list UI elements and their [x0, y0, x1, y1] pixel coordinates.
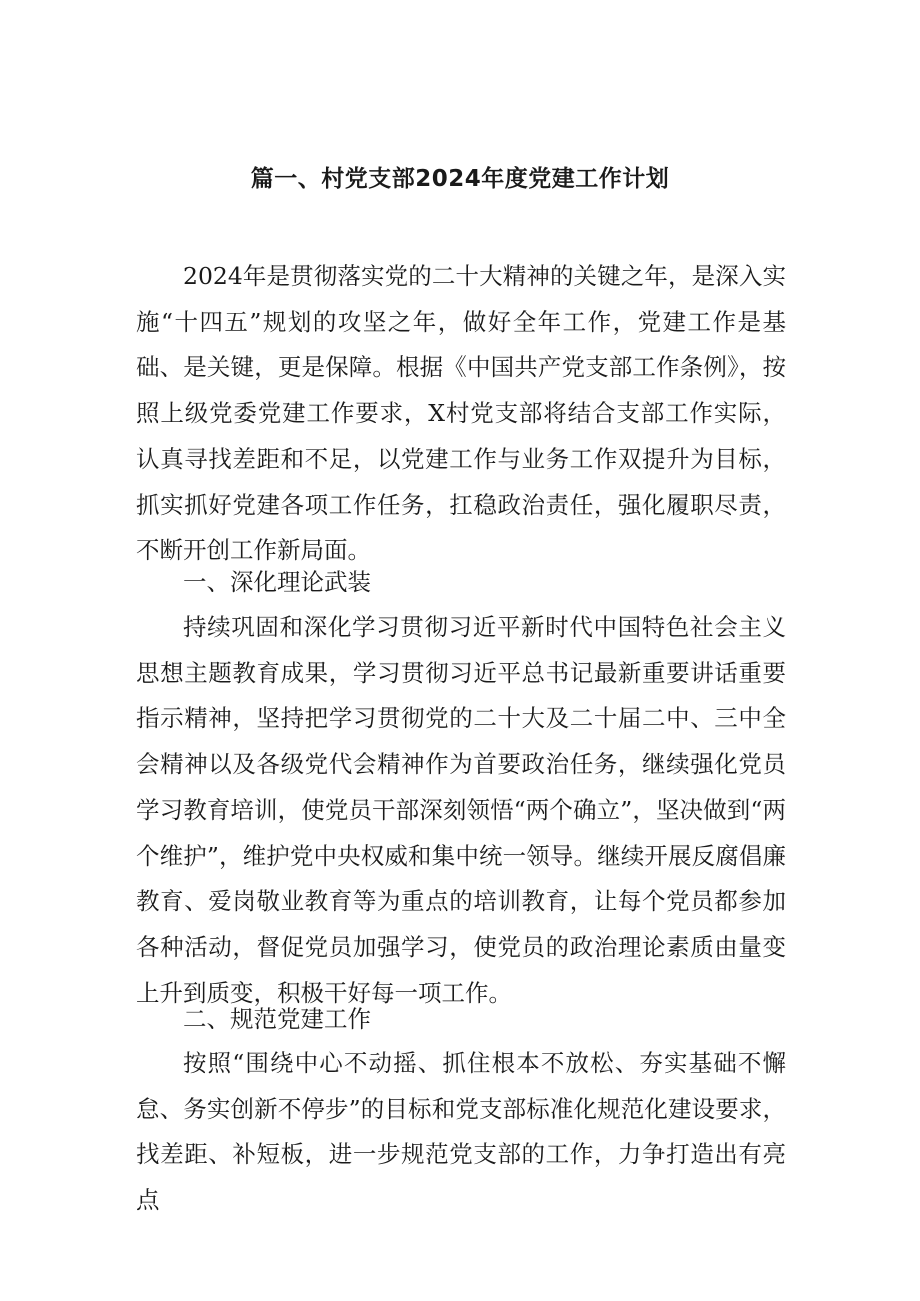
intro-paragraph: 2024年是贯彻落实党的二十大精神的关键之年，是深入实施“十四五”规划的攻坚之年，做好全年工作，党建工作是基础、是关键，更是保障。根据《中国共产党支部工作条例》，按照上级党委党建工作要求，X村党支部将结合支部工作实际，认真寻找差距和不足，以党建工作与业务工作双提升为目标，抓实抓好党建各项工作任务，扛稳政治责任，强化履职尽责，不断开创工作新局面。 [136, 262, 786, 565]
section-heading-1: 一、深化理论武装 [183, 568, 371, 596]
document-title: 篇一、村党支部2024年度党建工作计划 [250, 166, 670, 192]
section-heading-2: 二、规范党建工作 [183, 1005, 371, 1033]
section-paragraph-1: 持续巩固和深化学习贯彻习近平新时代中国特色社会主义思想主题教育成果，学习贯彻习近平总书记最新重要讲话重要指示精神，坚持把学习贯彻党的二十大及二十届二中、三中全会精神以及各级党代会精神作为首要政治任务，继续强化党员学习教育培训，使党员干部深刻领悟“两个确立”，坚决做到“两个维护”，维护党中央权威和集中统一领导。继续开展反腐倡廉教育、爱岗敬业教育等为重点的培训教育，让每个党员都参加各种活动，督促党员加强学习，使党员的政治理论素质由量变上升到质变，积极干好每一项工作。 [136, 613, 786, 1007]
section-paragraph-2: 按照“围绕中心不动摇、抓住根本不放松、夯实基础不懈怠、务实创新不停步”的目标和党支部标准化规范化建设要求，找差距、补短板，进一步规范党支部的工作，力争打造出有亮点 [136, 1049, 786, 1215]
